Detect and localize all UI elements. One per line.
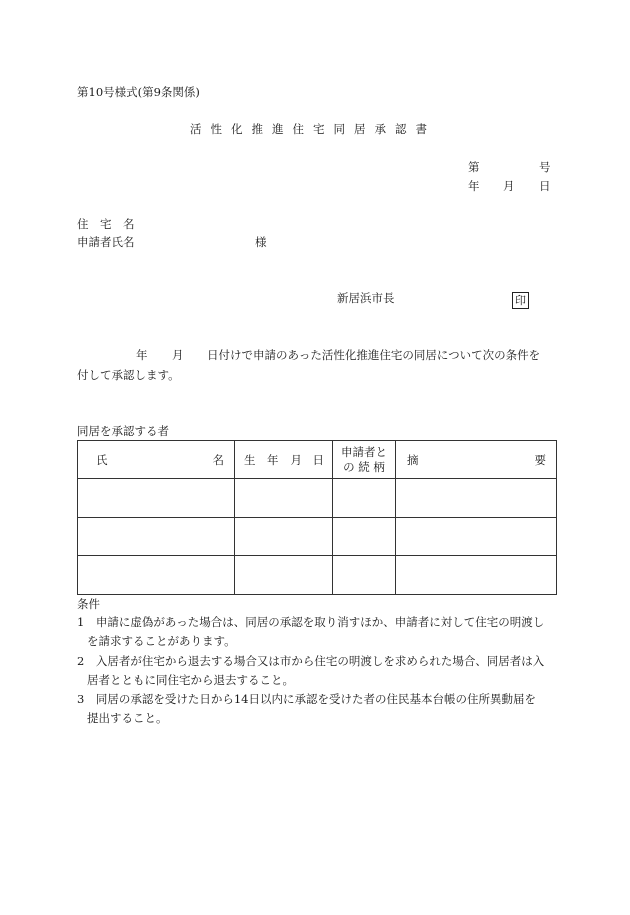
cell-name[interactable] bbox=[78, 479, 235, 518]
header-birthdate bbox=[235, 441, 333, 479]
date-month: 月 bbox=[503, 179, 515, 193]
conditions-heading: 条件 bbox=[77, 597, 100, 611]
doc-number-prefix: 第 bbox=[468, 160, 480, 174]
cell-relation[interactable] bbox=[333, 517, 396, 556]
cell-name[interactable] bbox=[78, 556, 235, 595]
cell-remarks[interactable] bbox=[396, 556, 557, 595]
table-header-row bbox=[78, 441, 557, 479]
condition-3-line2: 提出すること。 bbox=[87, 711, 168, 725]
condition-1-line2: を請求することがあります。 bbox=[87, 634, 236, 648]
doc-number-suffix: 号 bbox=[539, 160, 551, 174]
cell-birthdate[interactable] bbox=[235, 556, 333, 595]
cell-remarks[interactable] bbox=[396, 517, 557, 556]
condition-1-line1: 1 申請に虚偽があった場合は、同居の承認を取り消すほか、申請者に対して住宅の明渡し bbox=[77, 615, 545, 629]
body-year: 年 bbox=[136, 348, 148, 362]
cell-relation[interactable] bbox=[333, 556, 396, 595]
form-number: 第10号様式(第9条関係) bbox=[77, 85, 200, 99]
issuer-name: 新居浜市長 bbox=[337, 291, 395, 305]
cell-birthdate[interactable] bbox=[235, 517, 333, 556]
cohabitant-table bbox=[77, 440, 557, 595]
body-text-line1: 日付けで申請のあった活性化推進住宅の同居について次の条件を bbox=[207, 348, 541, 362]
cell-relation[interactable] bbox=[333, 479, 396, 518]
header-birth-b: 月 bbox=[290, 452, 302, 467]
body-month: 月 bbox=[172, 348, 184, 362]
header-remarks-b: 要 bbox=[534, 452, 546, 467]
condition-2-line2: 居者とともに同住宅から退去すること。 bbox=[87, 673, 294, 687]
header-name-a: 氏 bbox=[96, 452, 108, 467]
seal-box: 印 bbox=[512, 292, 529, 309]
document-title: 活性化推進住宅同居承認書 bbox=[190, 122, 436, 136]
header-birth-a: 生 年 bbox=[244, 452, 279, 467]
header-relation-1: 申請者と bbox=[341, 445, 387, 460]
honorific: 様 bbox=[255, 235, 267, 249]
table-row bbox=[78, 479, 557, 518]
date-year: 年 bbox=[468, 179, 480, 193]
table-caption: 同居を承認する者 bbox=[77, 424, 169, 438]
body-text-line2: 付して承認します。 bbox=[77, 368, 180, 382]
applicant-name-label: 申請者氏名 bbox=[77, 235, 135, 249]
cell-remarks[interactable] bbox=[396, 479, 557, 518]
header-name-b: 名 bbox=[212, 452, 224, 467]
condition-3-line1: 3 同居の承認を受けた日から14日以内に承認を受けた者の住民基本台帳の住所異動届を bbox=[77, 692, 536, 706]
table-row bbox=[78, 517, 557, 556]
header-name bbox=[78, 441, 235, 479]
house-name-label: 住 宅 名 bbox=[77, 217, 135, 231]
cell-birthdate[interactable] bbox=[235, 479, 333, 518]
condition-2-line1: 2 入居者が住宅から退去する場合又は市から住宅の明渡しを求められた場合、同居者は入 bbox=[77, 654, 545, 668]
header-remarks-a: 摘 bbox=[407, 452, 419, 467]
date-day: 日 bbox=[539, 179, 551, 193]
table-row bbox=[78, 556, 557, 595]
header-relation bbox=[333, 441, 396, 479]
header-remarks bbox=[396, 441, 557, 479]
header-birth-c: 日 bbox=[312, 452, 324, 467]
header-relation-2: の 続 柄 bbox=[343, 459, 385, 474]
cell-name[interactable] bbox=[78, 517, 235, 556]
